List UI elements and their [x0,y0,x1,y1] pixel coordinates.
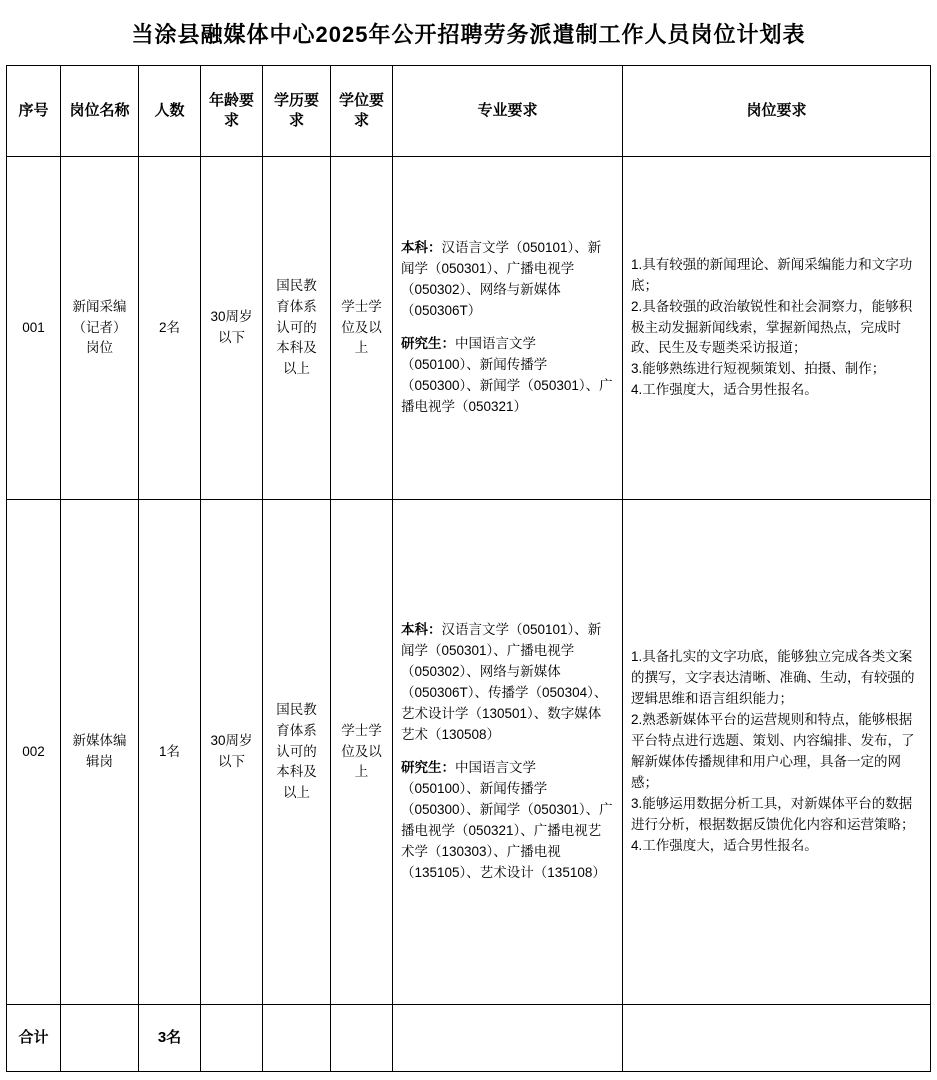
cell-age: 30周岁以下 [201,500,263,1005]
job-plan-table [6,65,931,1072]
table-total-row [7,1005,931,1072]
total-blank-education [263,1005,331,1072]
cell-post-name: 新闻采编（记者）岗位 [61,157,139,500]
total-count: 3名 [139,1005,201,1072]
cell-education: 国民教育体系认可的本科及以上 [263,500,331,1005]
column-header-degree: 学位要求 [331,66,393,157]
requirement-line: 4.工作强度大，适合男性报名。 [631,382,818,398]
requirement-line: 3.能够熟练进行短视频策划、拍摄、制作； [631,361,886,377]
column-header-major: 专业要求 [393,66,623,157]
table-header-row [7,66,931,157]
cell-post-name: 新媒体编辑岗 [61,500,139,1005]
major-undergraduate [401,620,614,746]
requirement-line: 1.具有较强的新闻理论、新闻采编能力和文字功底； [631,256,913,293]
requirement-line: 1.具备扎实的文字功底，能够独立完成各类文案的撰写，文字表达清晰、准确、生动，有较强的逻辑思维和语言组织能力； [631,649,915,707]
major-graduate [401,758,614,884]
table-header [7,66,931,157]
cell-degree: 学士学位及以上 [331,500,393,1005]
page-title: 当涂县融媒体中心2025年公开招聘劳务派遣制工作人员岗位计划表 [131,22,806,47]
cell-degree: 学士学位及以上 [331,157,393,500]
major-graduate [401,334,614,418]
requirement-line: 3.能够运用数据分析工具，对新媒体平台的数据进行分析，根据数据反馈优化内容和运营策略； [631,795,915,832]
column-header-age: 年龄要求 [201,66,263,157]
major-graduate-label: 研究生： [401,760,455,775]
requirement-line: 4.工作强度大，适合男性报名。 [631,837,818,853]
major-graduate-text: 中国语言文学（050100）、新闻传播学（050300）、新闻学（050301）、广播电视学（050321） [401,336,613,414]
major-undergraduate-text: 汉语言文学（050101）、新闻学（050301）、广播电视学（050302）、网络与新媒体（050306T）、传播学（050304）、艺术设计学（130501）、数字媒体艺术（130508） [401,622,608,743]
cell-major [393,500,623,1005]
total-blank-degree [331,1005,393,1072]
column-header-requirements: 岗位要求 [623,66,931,157]
major-undergraduate-label: 本科： [401,240,442,256]
requirement-line: 2.熟悉新媒体平台的运营规则和特点，能够根据平台特点进行选题、策划、内容编排、发布，了解新媒体传播规律和用户心理，具备一定的网感； [631,712,915,790]
major-undergraduate-label: 本科： [401,622,442,638]
column-header-education: 学历要求 [263,66,331,157]
cell-seq: 002 [7,500,61,1005]
cell-count: 1名 [139,500,201,1005]
major-undergraduate [401,238,614,322]
cell-requirements [623,500,931,1005]
total-label: 合计 [7,1005,61,1072]
column-header-count: 人数 [139,66,201,157]
table-body [7,157,931,1072]
cell-requirements [623,157,931,500]
major-graduate-text: 中国语言文学（050100）、新闻传播学（050300）、新闻学（050301）、广播电视学（050321）、广播电视艺术学（130303）、广播电视（135105）、艺术设计（135108） [401,760,613,880]
total-blank-major [393,1005,623,1072]
cell-seq: 001 [7,157,61,500]
major-undergraduate-text: 汉语言文学（050101）、新闻学（050301）、广播电视学（050302）、网络与新媒体（050306T） [401,240,602,319]
cell-education: 国民教育体系认可的本科及以上 [263,157,331,500]
table-row [7,157,931,500]
cell-count: 2名 [139,157,201,500]
total-blank-age [201,1005,263,1072]
major-graduate-label: 研究生： [401,336,455,351]
total-blank-post [61,1005,139,1072]
cell-major [393,157,623,500]
column-header-post-name: 岗位名称 [61,66,139,157]
requirement-line: 2.具备较强的政治敏锐性和社会洞察力，能够积极主动发掘新闻线索，掌握新闻热点，完成时政、民生及专题类采访报道； [631,298,913,356]
column-header-seq: 序号 [7,66,61,157]
table-row [7,500,931,1005]
cell-age: 30周岁以下 [201,157,263,500]
total-blank-requirements [623,1005,931,1072]
